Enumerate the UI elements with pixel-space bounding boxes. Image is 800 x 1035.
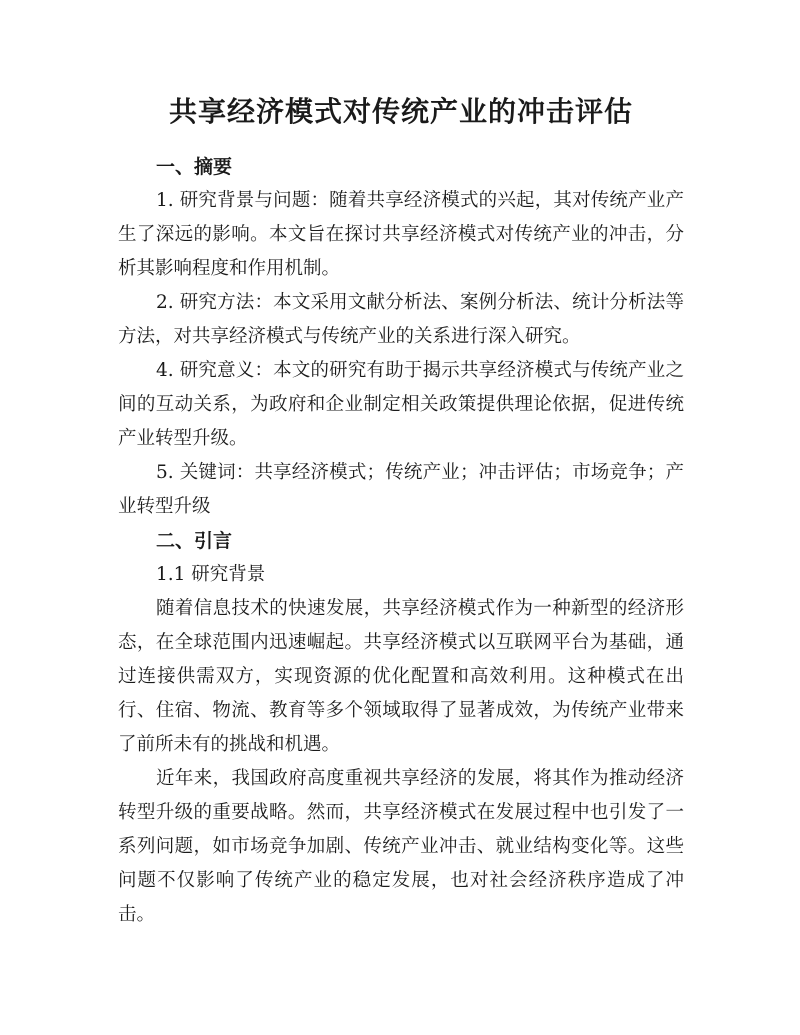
document-title: 共享经济模式对传统产业的冲击评估	[168, 95, 633, 128]
abstract-item-significance: 4. 研究意义：本文的研究有助于揭示共享经济模式与传统产业之间的互动关系，为政府和企业制定相关政策提供理论依据，促进传统产业转型升级。	[118, 360, 684, 449]
abstract-item-method: 2. 研究方法：本文采用文献分析法、案例分析法、统计分析法等方法，对共享经济模式与传统产业的关系进行深入研究。	[118, 292, 684, 347]
document-page	[118, 92, 684, 932]
section-heading-introduction: 二、引言	[156, 530, 233, 552]
abstract-item-keywords: 5. 关键词：共享经济模式；传统产业；冲击评估；市场竞争；产业转型升级	[118, 462, 684, 517]
subsection-heading-background: 1.1 研究背景	[156, 564, 266, 585]
intro-paragraph-1: 随着信息技术的快速发展，共享经济模式作为一种新型的经济形态，在全球范围内迅速崛起。共享经济模式以互联网平台为基础，通过连接供需双方，实现资源的优化配置和高效利用。这种模式在出行、住宿、物流、教育等多个领域取得了显著成效，为传统产业带来了前所未有的挑战和机遇。	[118, 598, 684, 755]
section-heading-abstract: 一、摘要	[156, 156, 233, 178]
intro-paragraph-2: 近年来，我国政府高度重视共享经济的发展，将其作为推动经济转型升级的重要战略。然而，共享经济模式在发展过程中也引发了一系列问题，如市场竞争加剧、传统产业冲击、就业结构变化等。这些问题不仅影响了传统产业的稳定发展，也对社会经济秩序造成了冲击。	[118, 768, 684, 925]
abstract-item-background: 1. 研究背景与问题：随着共享经济模式的兴起，其对传统产业产生了深远的影响。本文旨在探讨共享经济模式对传统产业的冲击，分析其影响程度和作用机制。	[118, 190, 684, 279]
